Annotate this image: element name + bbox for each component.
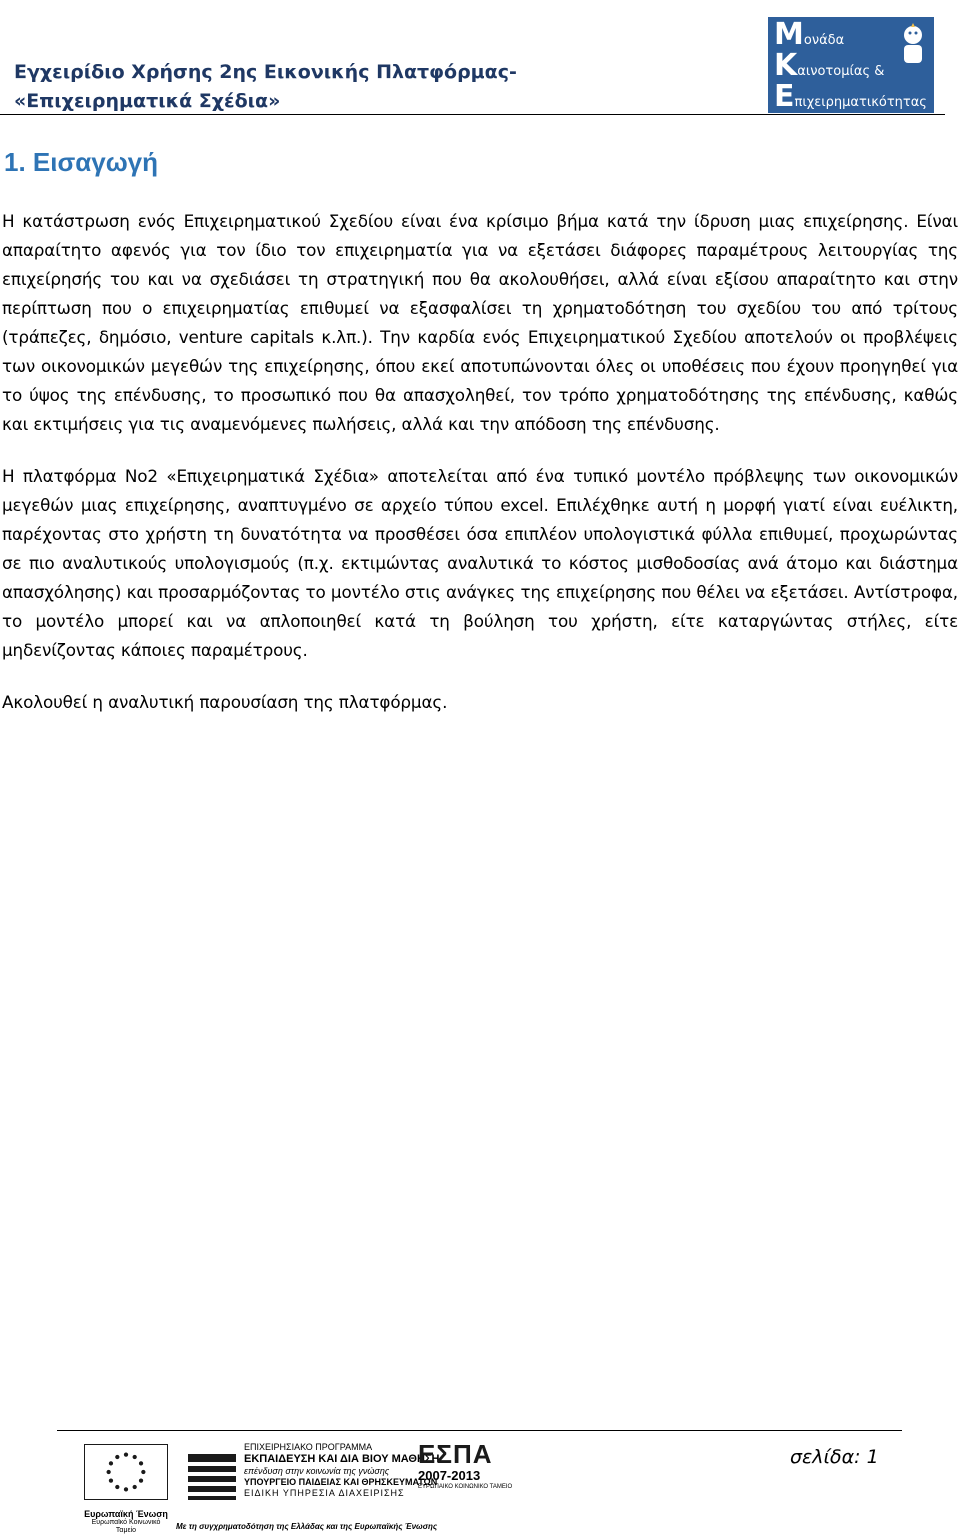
programme-line-1: ΕΠΙΧΕΙΡΗΣΙΑΚΟ ΠΡΟΓΡΑΜΜΑ [244,1442,373,1452]
programme-line-4: ΥΠΟΥΡΓΕΙΟ ΠΑΙΔΕΙΑΣ ΚΑΙ ΘΡΗΣΚΕΥΜΑΤΩΝ [244,1477,438,1487]
paragraph-1: Η κατάστρωση ενός Επιχειρηματικού Σχεδίου είναι ένα κρίσιμο βήμα κατά την ίδρυση μιας επιχείρησης. Είναι απαραίτητο αφενός για τον ίδιο τον επιχειρηματία για να εξετάσει διάφορες παραμέτρους λειτουργίας της επιχείρησής του και να σχεδιάσει τη στρατηγική που θα ακολουθήσει, αλλά είναι εξίσου απαραίτητο και στην περίπτωση που ο επιχειρηματίας επιθυμεί να εξασφαλίσει τη χρηματοδότηση του σχεδίου του από τρίτους (τράπεζες, δημόσιο, venture capitals κ.λπ.). Την καρδία ενός Επιχειρηματικού Σχεδίου αποτελούν οι προβλέψεις των οικονομικών μεγεθών της επιχείρησης, όπου εκεί αποτυπώνονται όλες οι υποθέσεις που έχουν προηγηθεί για το ύψος της επένδυσης, το προσωπικό που θα απασχοληθεί, τον τρόπο χρηματοδότησης της επένδυσης, καθώς και εκτιμήσεις για τις αναμενόμενες πωλήσεις, αλλά και την απόδοση της επένδυσης. [2,211,958,434]
logo-line-2: Καινοτομίας & [774,48,885,83]
main-content [2,140,958,740]
document-title [14,58,714,116]
header-divider [0,114,945,115]
logo-line-1: Μονάδα [774,17,845,52]
operational-programme-logo [186,1442,440,1512]
espa-title: ΕΣΠΑ [418,1439,493,1469]
page-header [0,0,960,118]
eu-sublabel: Ευρωπαϊκό Κοινωνικό Ταμείο [91,1519,161,1534]
eu-flag-icon [84,1444,168,1500]
espa-logo [418,1440,518,1510]
programme-emblem-icon [186,1450,238,1502]
logo-line-3: Επιχειρηματικότητας [774,79,927,113]
funding-note: Με τη συγχρηματοδότηση της Ελλάδας και της Ευρωπαϊκής Ένωσης [176,1522,438,1531]
paragraph-3: Ακολουθεί η αναλυτική παρουσίαση της πλατφόρμας. [2,692,448,712]
espa-sublabel: ΕΥΡΩΠΑΙΚΟ ΚΟΙΝΩΝΙΚΟ ΤΑΜΕΙΟ [418,1484,513,1490]
programme-line-3: επένδυση στην κοινωνία της γνώσης [244,1466,390,1476]
programme-text [244,1442,440,1499]
programme-line-2: ΕΚΠΑΙΔΕΥΣΗ ΚΑΙ ΔΙΑ ΒΙΟΥ ΜΑΘΗΣΗ [244,1453,440,1465]
page-number: σελίδα: 1 [790,1446,879,1468]
innovation-unit-logo [768,17,934,113]
eu-logo [84,1444,168,1532]
paragraph-2: Η πλατφόρμα Νο2 «Επιχειρηματικά Σχέδια» αποτελείται από ένα τυπικό μοντέλο πρόβλεψης των οικονομικών μεγεθών μιας επιχείρησης, αναπτυγμένο σε αρχείο τύπου excel. Επιλέχθηκε αυτή η μορφή γιατί είναι ευέλικτη, παρέχοντας στο χρήστη τη δυνατότητα να προσθέσει όσα επιπλέον υπολογιστικά φύλλα επιθυμεί, προχωρώντας σε πιο αναλυτικούς υπολογισμούς (π.χ. εκτιμώντας αναλυτικά το κόστος μισθοδοσίας ανά άτομο και διάστημα απασχόλησης) και προσαρμόζοντας το μοντέλο στις ανάγκες της επιχείρησης που θέλει να εξετάσει. Αντίστροφα, το μοντέλο μπορεί και να απλοποιηθεί κατά τη βούληση του χρήστη, είτε καταργώντας στήλες, είτε μηδενίζοντας κάποιες παραμέτρους. [2,466,958,660]
section-title: 1. Εισαγωγή [4,147,159,177]
document-title-line-2: «Επιχειρηματικά Σχέδια» [14,90,281,112]
document-title-line-1: Εγχειρίδιο Χρήσης 2ης Εικονικής Πλατφόρμας- [14,61,517,83]
programme-line-5: ΕΙΔΙΚΗ ΥΠΗΡΕΣΙΑ ΔΙΑΧΕΙΡΙΣΗΣ [244,1488,405,1498]
footer-divider [57,1430,902,1431]
espa-years: 2007-2013 [418,1468,481,1483]
eu-label: Ευρωπαϊκή Ένωση [84,1509,168,1519]
mascot-icon [896,21,930,67]
funding-logos [82,1438,522,1534]
